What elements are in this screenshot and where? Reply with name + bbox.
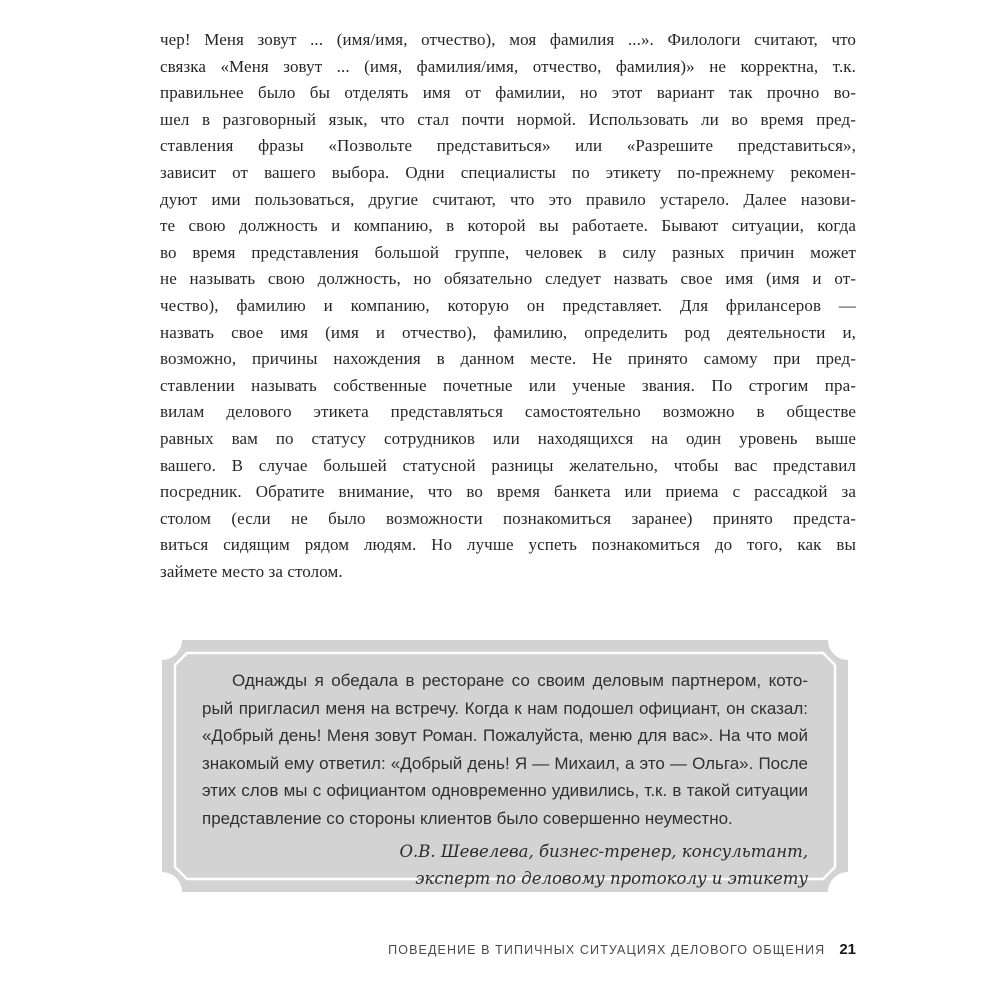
quote-text [202, 667, 808, 832]
quote-attribution [202, 838, 808, 892]
quote-text-line: знакомый ему ответил: «Добрый день! Я — Михаил, а это — Ольга». После [202, 753, 808, 773]
body-text-line: виться сидящим рядом людям. Но лучше успеть познакомиться до того, как вы [160, 535, 856, 555]
body-text-line: не называть свою должность, но обязательно следует назвать свое имя (имя и от- [160, 269, 856, 289]
quote-text-line: Однажды я обедала в ресторане со своим деловым партнером, кото- [232, 671, 808, 690]
quote-content [162, 640, 848, 892]
body-text-line: вашего. В случае большей статусной разницы желательно, чтобы вас представил [160, 455, 856, 475]
quote-box [162, 640, 848, 892]
body-text-line: ставления фразы «Позвольте представиться» или «Разрешите представиться», [160, 136, 856, 156]
body-text-line: те свою должность и компанию, в которой вы работаете. Бывают ситуации, когда [160, 216, 856, 236]
running-head: ПОВЕДЕНИЕ В ТИПИЧНЫХ СИТУАЦИЯХ ДЕЛОВОГО ОБЩЕНИЯ [388, 943, 826, 957]
body-text-line: чество), фамилию и компанию, которую он представляет. Для фрилансеров — [160, 295, 856, 315]
body-text-line: вилам делового этикета представляться самостоятельно возможно в обществе [160, 402, 856, 422]
body-text-line: связка «Меня зовут ... (имя, фамилия/имя, отчество, фамилия)» не корректна, т.к. [160, 56, 856, 76]
body-text-line: столом (если не было возможности познакомиться заранее) принято предста- [160, 508, 856, 528]
body-text-line: назвать свое имя (имя и отчество), фамилию, определить род деятельности и, [160, 322, 856, 342]
body-text-line: чер! Меня зовут ... (имя/имя, отчество), моя фамилия ...». Филологи считают, что [160, 30, 856, 49]
body-text-line: посредник. Обратите внимание, что во время банкета или приема с рассадкой за [160, 482, 856, 502]
body-text-line: шел в разговорный язык, что стал почти нормой. Использовать ли во время пред- [160, 109, 856, 129]
body-text-line: возможно, причины нахождения в данном месте. Не принято самому при пред- [160, 349, 856, 369]
page-number: 21 [839, 941, 856, 958]
body-text [160, 27, 856, 585]
body-text-line: ставлении называть собственные почетные или ученые звания. По строгим пра- [160, 375, 856, 395]
attribution-line: эксперт по деловому протоколу и этикету [415, 869, 808, 888]
footer [160, 941, 856, 958]
body-text-line: равных вам по статусу сотрудников или находящихся на один уровень выше [160, 428, 856, 448]
body-text-line: во время представления большой группе, человек в силу разных причин может [160, 242, 856, 262]
quote-text-line: этих слов мы с официантом одновременно удивились, т.к. в такой ситуации [202, 781, 808, 800]
quote-text-line: рый пригласил меня на встречу. Когда к нам подошел официант, он сказал: [202, 698, 808, 718]
body-text-line: правильнее было бы отделять имя от фамилии, но этот вариант так прочно во- [160, 83, 856, 103]
body-text-line: займете место за столом. [160, 561, 343, 581]
attribution-line: О.В. Шевелева, бизнес-тренер, консультант, [399, 842, 808, 861]
body-text-line: дуют ими пользоваться, другие считают, что это правило устарело. Далее назови- [160, 189, 856, 209]
quote-text-line: «Добрый день! Меня зовут Роман. Пожалуйста, меню для вас». На что мой [202, 726, 808, 745]
body-text-line: зависит от вашего выбора. Одни специалисты по этикету по-прежнему рекомен- [160, 162, 856, 182]
quote-text-line: представление со стороны клиентов было совершенно неуместно. [202, 808, 733, 828]
